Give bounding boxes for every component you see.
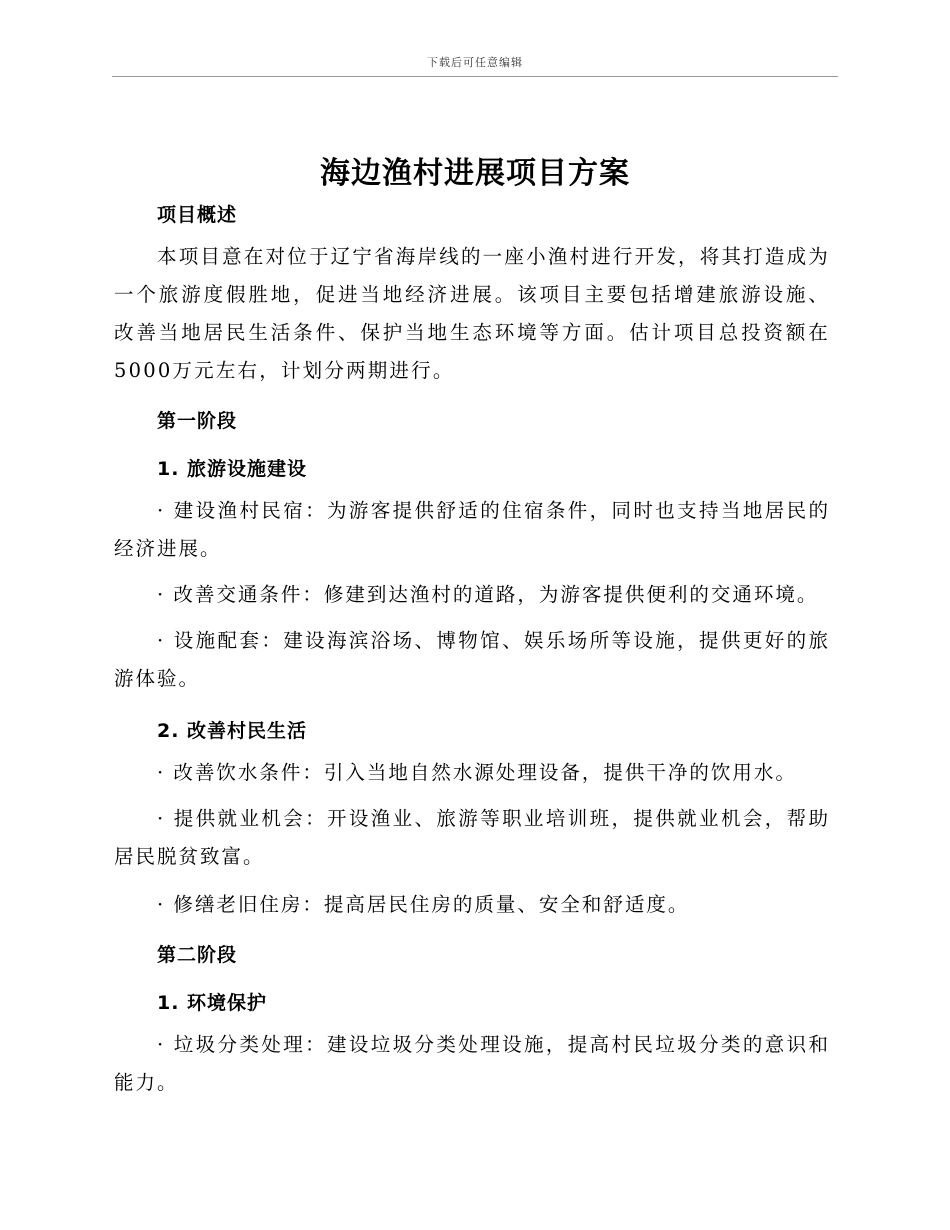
header-divider xyxy=(112,76,838,77)
section-heading-phase1: 第一阶段 xyxy=(157,410,238,432)
overview-paragraph: 本项目意在对位于辽宁省海岸线的一座小渔村进行开发，将其打造成为一个旅游度假胜地，促进当地经济进展。该项目主要包括增建旅游设施、改善当地居民生活条件、保护当地生态环境等方面。估计项目总投资额在5000万元左右，计划分两期进行。 xyxy=(114,245,830,382)
section-heading-overview: 项目概述 xyxy=(157,204,238,226)
section-heading-phase2: 第二阶段 xyxy=(157,944,238,966)
list-item: · 垃圾分类处理：建设垃圾分类处理设施，提高村民垃圾分类的意识和能力。 xyxy=(114,1033,830,1094)
subheading-environmental-protection: 1. 环境保护 xyxy=(157,992,268,1014)
list-item: · 建设渔村民宿：为游客提供舒适的住宿条件，同时也支持当地居民的经济进展。 xyxy=(114,499,830,560)
list-item: · 修缮老旧住房：提高居民住房的质量、安全和舒适度。 xyxy=(157,893,690,916)
list-item: · 改善饮水条件：引入当地自然水源处理设备，提供干净的饮用水。 xyxy=(157,761,797,784)
list-item: · 设施配套：建设海滨浴场、博物馆、娱乐场所等设施，提供更好的旅游体验。 xyxy=(114,629,830,690)
subheading-tourism-facilities: 1. 旅游设施建设 xyxy=(157,458,308,480)
subheading-improve-village-life: 2. 改善村民生活 xyxy=(157,720,308,742)
list-item: · 改善交通条件：修建到达渔村的道路，为游客提供便利的交通环境。 xyxy=(157,583,819,606)
list-item: · 提供就业机会：开设渔业、旅游等职业培训班，提供就业机会，帮助居民脱贫致富。 xyxy=(114,807,830,868)
document-title: 海边渔村进展项目方案 xyxy=(320,156,630,191)
header-note: 下载后可任意编辑 xyxy=(427,56,523,69)
